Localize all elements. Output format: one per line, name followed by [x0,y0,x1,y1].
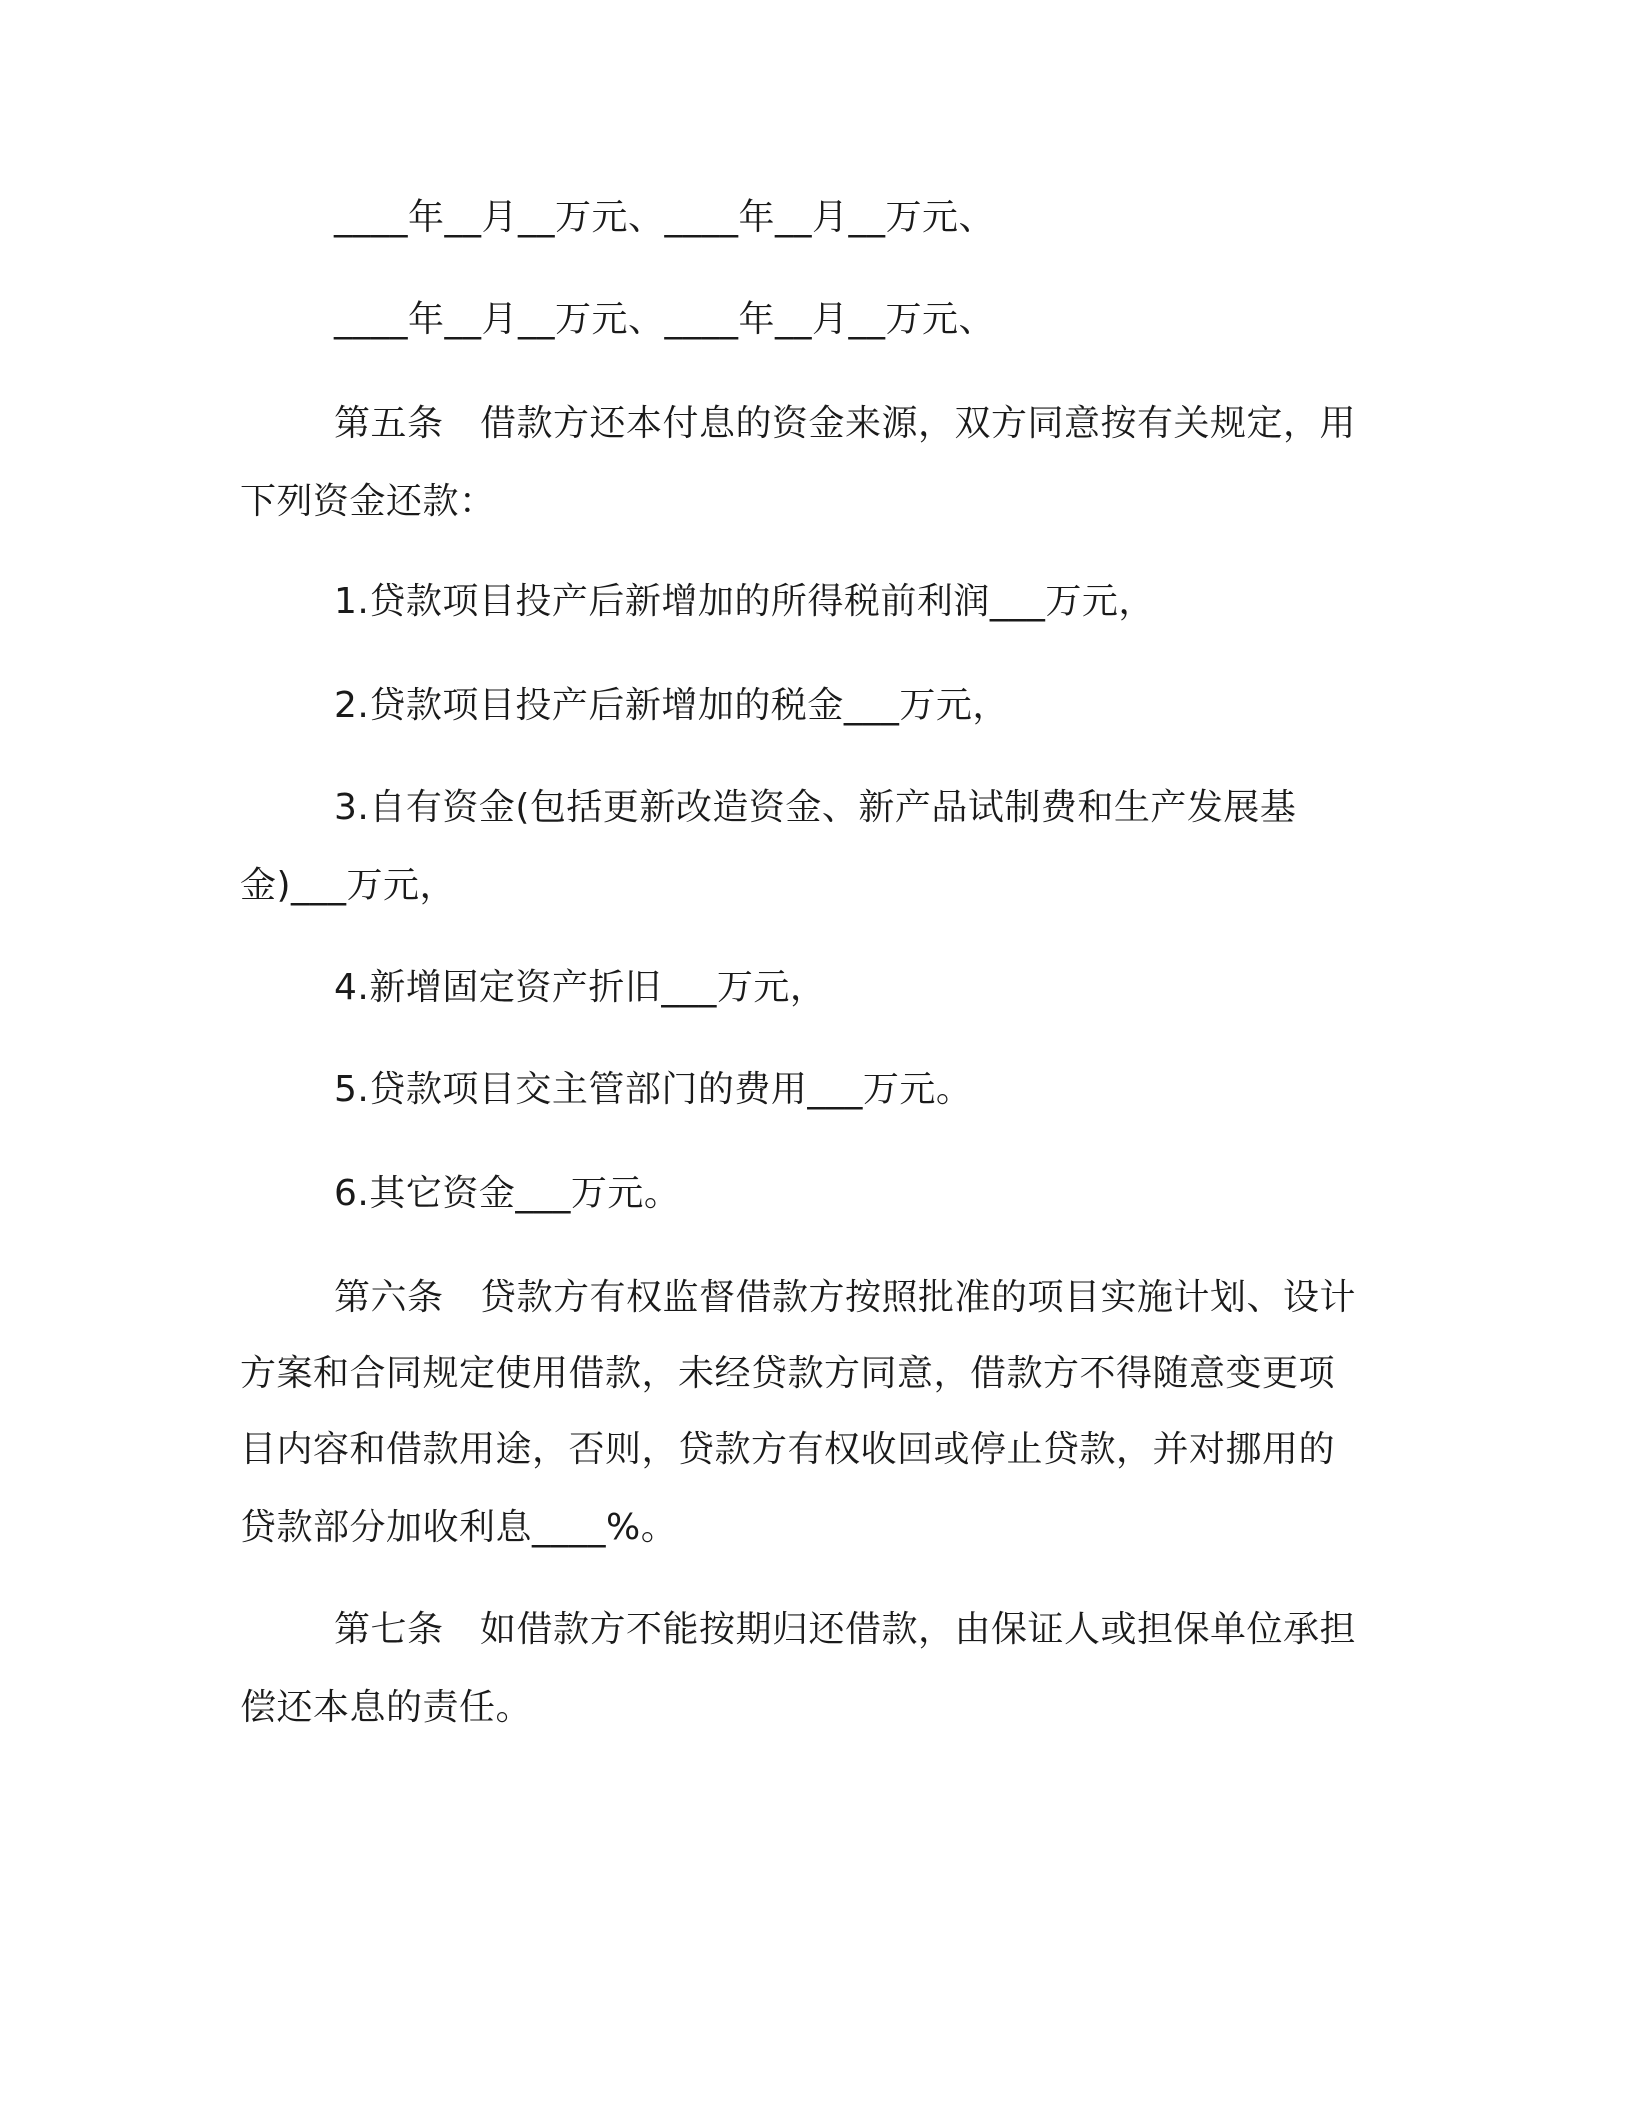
list-item: 3.自有资金(包括更新改造资金、新产品试制费和生产发展基 [334,787,1297,828]
list-item: 5.贷款项目交主管部门的费用___万元。 [334,1069,973,1110]
article-7-line: 偿还本息的责任。 [240,1687,533,1728]
list-item: 1.贷款项目投产后新增加的所得税前利润___万元， [334,581,1155,622]
list-item: 2.贷款项目投产后新增加的税金___万元， [334,685,1009,726]
installment-schedule-line: ____年__月__万元、____年__月__万元、 [334,299,996,340]
list-item-continuation: 金)___万元， [240,865,457,906]
list-item: 6.其它资金___万元。 [334,1173,681,1214]
article-6-line: 方案和合同规定使用借款，未经贷款方同意，借款方不得随意变更项 [240,1353,1336,1394]
list-item: 4.新增固定资产折旧___万元， [334,967,827,1008]
article-6-line: 目内容和借款用途，否则，贷款方有权收回或停止贷款，并对挪用的 [240,1429,1336,1470]
article-6-line: 第六条 贷款方有权监督借款方按照批准的项目实施计划、设计 [334,1277,1357,1318]
installment-schedule-line: ____年__月__万元、____年__月__万元、 [334,197,996,238]
article-6-line: 贷款部分加收利息____%。 [240,1507,678,1548]
article-7-line: 第七条 如借款方不能按期归还借款，由保证人或担保单位承担 [334,1609,1357,1650]
article-5-line: 第五条 借款方还本付息的资金来源，双方同意按有关规定，用 [334,403,1357,444]
article-5-line: 下列资金还款： [240,481,496,522]
